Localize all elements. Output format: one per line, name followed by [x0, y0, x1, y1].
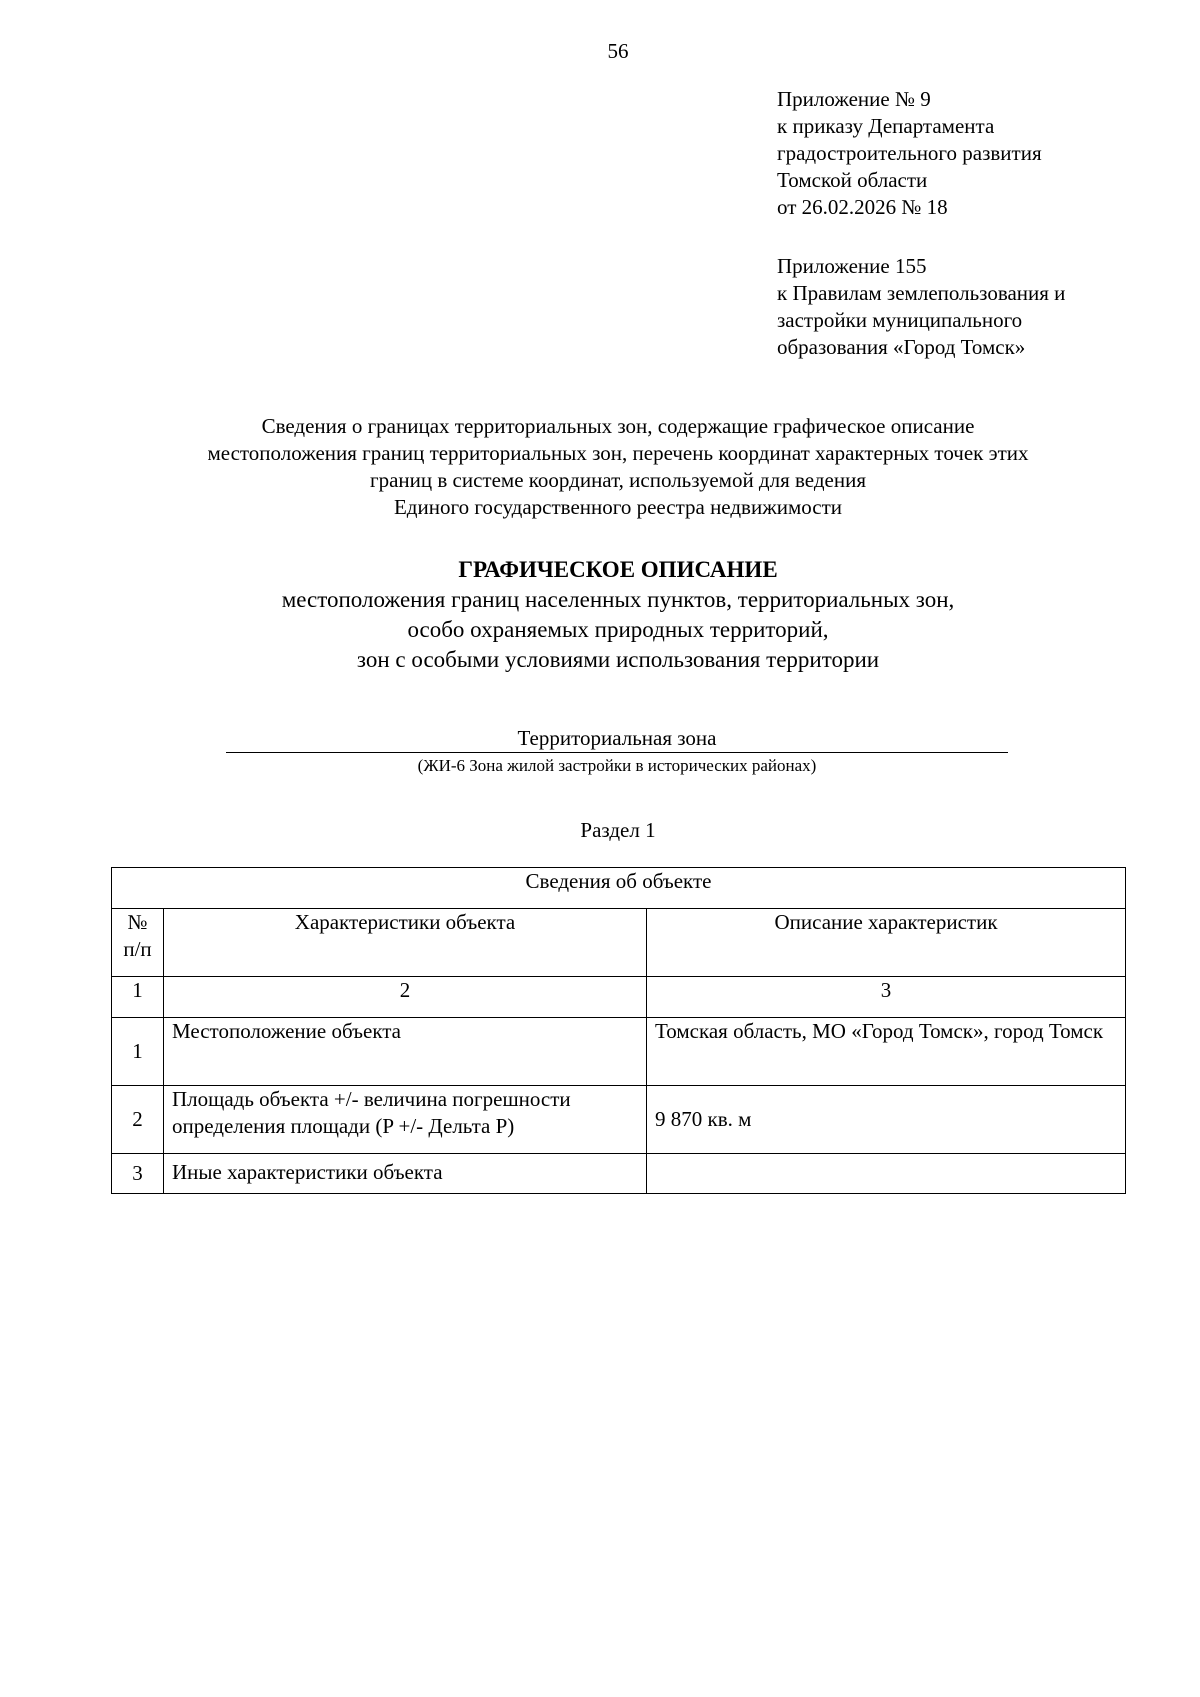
- appendix-order-line: от 26.02.2026 № 18: [777, 195, 948, 219]
- index-cell: 1: [112, 977, 164, 1018]
- zone-label: Территориальная зона: [517, 726, 717, 750]
- intro-line: Единого государственного реестра недвижимости: [393, 495, 842, 519]
- table-caption-row: [112, 868, 1126, 909]
- appendix-rules-line: образования «Город Томск»: [777, 335, 1026, 359]
- table-caption: Сведения об объекте: [112, 868, 1126, 909]
- table-row: [112, 1086, 1126, 1154]
- header-characteristics: Характеристики объекта: [164, 909, 647, 977]
- row-num: 3: [112, 1154, 164, 1194]
- row-num: 1: [112, 1018, 164, 1086]
- zone-underline: [226, 752, 1008, 753]
- header-num-symbol: №: [127, 910, 148, 934]
- appendix-rules-line: к Правилам землепользования и: [777, 281, 1066, 305]
- intro-paragraph: [100, 413, 1136, 521]
- appendix-rules-block: [777, 253, 1177, 361]
- document-subtitle-line: особо охраняемых природных территорий,: [407, 617, 829, 642]
- zone-caption: (ЖИ-6 Зона жилой застройки в исторических районах): [417, 756, 817, 775]
- appendix-rules-line: застройки муниципального: [777, 308, 1023, 332]
- row-characteristic: Местоположение объекта: [164, 1018, 647, 1086]
- table-header-row: [112, 909, 1126, 977]
- row-characteristic: Иные характеристики объекта: [164, 1154, 647, 1194]
- table-index-row: [112, 977, 1126, 1018]
- document-subtitle-line: местоположения границ населенных пунктов, территориальных зон,: [281, 587, 955, 612]
- header-num-cell: [112, 909, 164, 977]
- appendix-order-line: Приложение № 9: [777, 87, 931, 111]
- header-description: Описание характеристик: [647, 909, 1126, 977]
- row-description: 9 870 кв. м: [647, 1086, 1126, 1154]
- table-row: [112, 1018, 1126, 1086]
- document-subtitle-line: зон с особыми условиями использования территории: [356, 647, 880, 672]
- intro-line: границ в системе координат, используемой для ведения: [369, 468, 866, 492]
- row-num: 2: [112, 1086, 164, 1154]
- row-characteristic: Площадь объекта +/- величина погрешности определения площади (P +/- Дельта P): [164, 1086, 647, 1154]
- row-description: [647, 1154, 1126, 1194]
- page-number: 56: [607, 39, 629, 63]
- appendix-order-block: [777, 86, 1177, 221]
- appendix-order-line: Томской области: [777, 168, 928, 192]
- document-heading: [100, 555, 1136, 675]
- section-label: Раздел 1: [580, 818, 656, 842]
- appendix-rules-line: Приложение 155: [777, 254, 927, 278]
- table-row: [112, 1154, 1126, 1194]
- object-info-table: [111, 867, 1126, 1194]
- intro-line: местоположения границ территориальных зон, перечень координат характерных точек этих: [207, 441, 1029, 465]
- appendix-order-line: градостроительного развития: [777, 141, 1042, 165]
- index-cell: 2: [164, 977, 647, 1018]
- header-num-abbr: п/п: [123, 937, 152, 961]
- intro-line: Сведения о границах территориальных зон, содержащие графическое описание: [261, 414, 975, 438]
- row-description: Томская область, МО «Город Томск», город Томск: [647, 1018, 1126, 1086]
- appendix-order-line: к приказу Департамента: [777, 114, 995, 138]
- index-cell: 3: [647, 977, 1126, 1018]
- document-title: ГРАФИЧЕСКОЕ ОПИСАНИЕ: [458, 557, 778, 582]
